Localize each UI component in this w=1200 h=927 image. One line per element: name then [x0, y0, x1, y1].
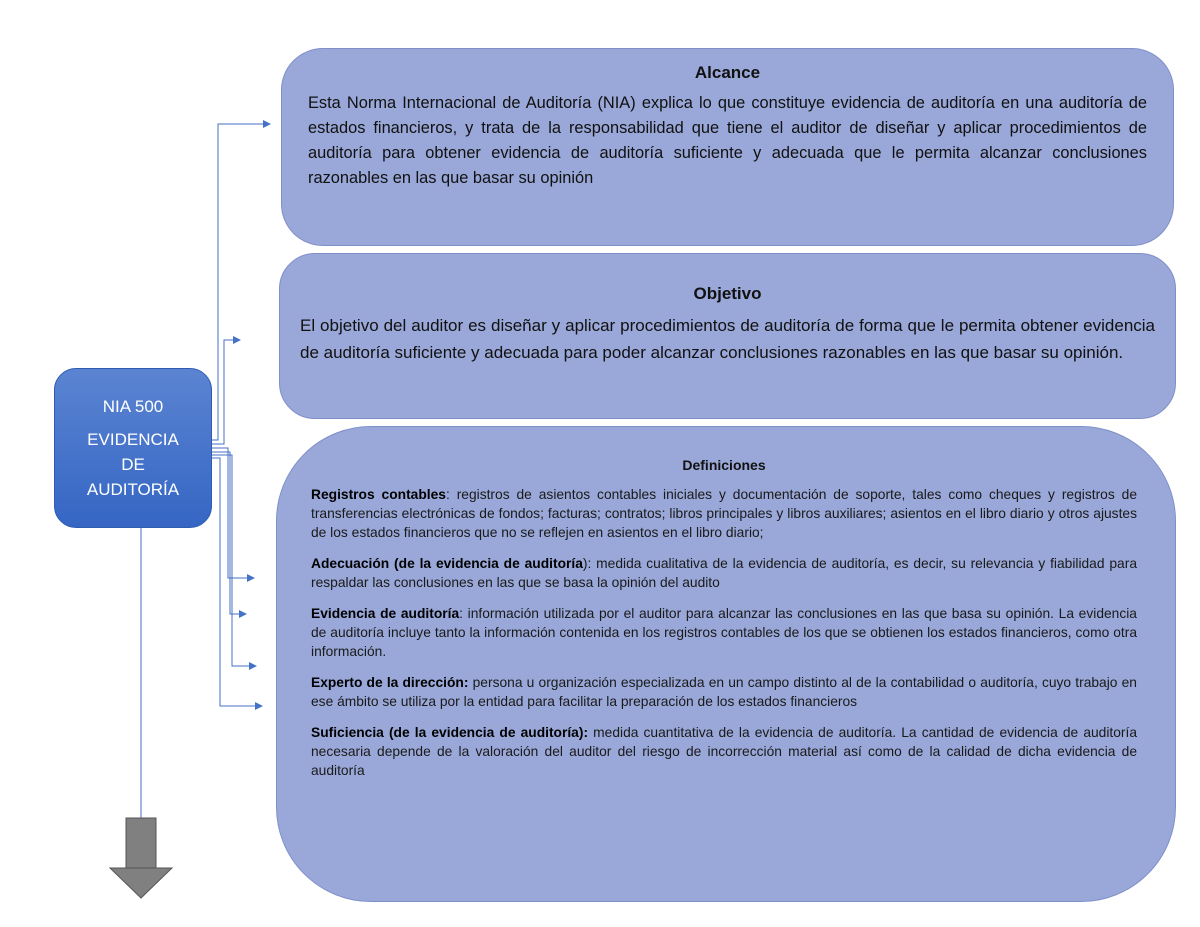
definition-item — [311, 485, 1137, 542]
definition-term: Suficiencia (de la evidencia de auditoría): — [311, 725, 589, 740]
definiciones-title: Definiciones — [682, 457, 766, 473]
connector-definiciones-4 — [212, 458, 262, 706]
nia-line-evidencia: EVIDENCIA — [87, 430, 179, 449]
definition-term: Registros contables — [311, 487, 446, 502]
objetivo-text: El objetivo del auditor es diseñar y aplicar procedimientos de auditoría de forma que le permita obtener evidencia de auditoría suficiente y adecuada para poder alcanzar conclusiones razonables en las que basar su opinión. — [300, 316, 1155, 362]
objetivo-box — [279, 253, 1176, 419]
connector-alcance — [212, 124, 270, 440]
alcance-title: Alcance — [694, 63, 761, 82]
definition-term: Adecuación (de la evidencia de auditoría — [311, 556, 583, 571]
nia-line-auditoria: AUDITORÍA — [86, 480, 180, 499]
definition-item — [311, 673, 1137, 711]
definition-text: ): medida cualitativa de la evidencia de auditoría, es decir, su relevancia y fiabilidad para respaldar las conclusiones en las que se basa la opinión del audito — [311, 556, 1137, 590]
definition-item — [311, 604, 1137, 661]
objetivo-title: Objetivo — [693, 284, 762, 303]
definition-text: : registros de asientos contables iniciales y documentación de soporte, tales como cheques y registros de transferencias electrónicas de fondos; facturas; contratos; libros principales y libros auxiliares; asientos en el libro diario y otros ajustes de los estados financieros que no se reflejen en asientos en el libro diario; — [311, 487, 1137, 540]
connector-objetivo — [212, 340, 240, 444]
connector-definiciones-3 — [212, 455, 256, 666]
definition-item — [311, 723, 1137, 780]
definition-term: Experto de la dirección: — [311, 675, 469, 690]
nia-title: NIA 500 — [102, 397, 164, 416]
definition-text: persona u organización especializada en un campo distinto al de la contabilidad o auditoría, cuyo trabajo en ese ámbito se utiliza por la entidad para facilitar la preparación de los estados financieros — [311, 675, 1137, 709]
nia-500-box — [54, 368, 212, 528]
nia-line-de: DE — [121, 455, 145, 474]
definition-item — [311, 554, 1137, 592]
definition-text: : información utilizada por el auditor para alcanzar las conclusiones en las que basa su opinión. La evidencia de auditoría incluye tanto la información contenida en los registros contables de los que se obtienen los estados financieros, como otra información. — [311, 606, 1137, 659]
down-arrow-icon — [110, 818, 172, 898]
definition-text: medida cuantitativa de la evidencia de auditoría. La cantidad de evidencia de auditoría necesaria depende de la valoración del auditor del riesgo de incorrección material así como de la calidad de dicha evidencia de auditoría — [311, 725, 1138, 778]
connector-definiciones-2 — [212, 452, 246, 614]
definiciones-box — [276, 426, 1176, 902]
connector-definiciones-1 — [212, 448, 254, 578]
alcance-text: Esta Norma Internacional de Auditoría (NIA) explica lo que constituye evidencia de auditoría en una auditoría de estados financieros, y trata de la responsabilidad que tiene el auditor de diseñar y aplicar procedimientos de auditoría para obtener evidencia de auditoría suficiente y adecuada que le permita alcanzar conclusiones razonables en las que basar su opinión — [308, 94, 1147, 187]
definition-term: Evidencia de auditoría — [311, 606, 460, 621]
alcance-box — [281, 48, 1174, 246]
